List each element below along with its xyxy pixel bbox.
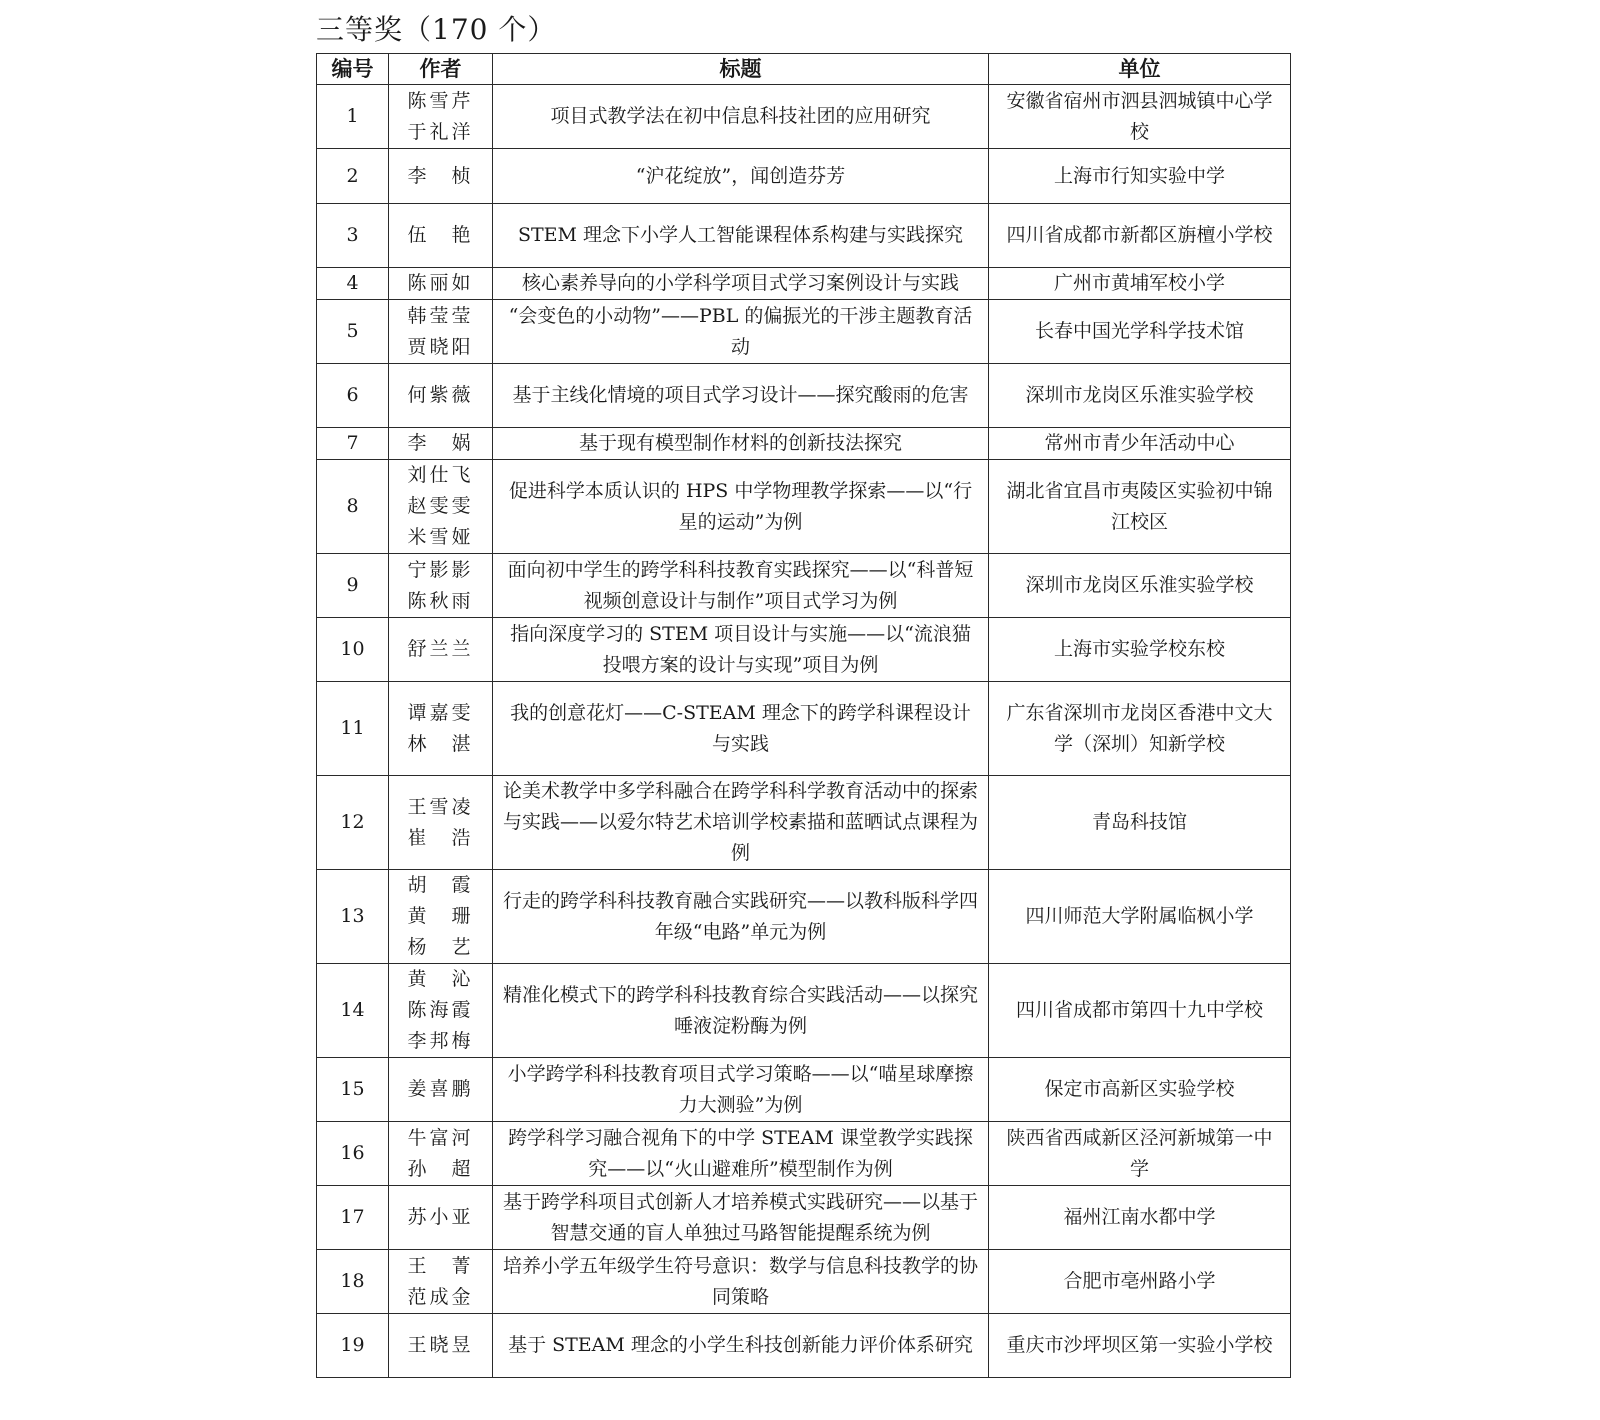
cell-unit: 福州江南水都中学: [989, 1186, 1291, 1250]
cell-unit: 四川省成都市新都区旃檀小学校: [989, 204, 1291, 268]
cell-number: 1: [317, 85, 389, 149]
cell-title: STEM 理念下小学人工智能课程体系构建与实践探究: [493, 204, 989, 268]
cell-authors: [389, 776, 493, 870]
column-header-title: 标题: [493, 54, 989, 85]
cell-number: 8: [317, 460, 389, 554]
cell-unit: 重庆市沙坪坝区第一实验小学校: [989, 1314, 1291, 1378]
author-name: 李 桢: [407, 164, 474, 187]
cell-title: 基于主线化情境的项目式学习设计——探究酸雨的危害: [493, 364, 989, 428]
cell-authors: [389, 268, 493, 300]
table-body: [317, 85, 1291, 1378]
cell-unit: 长春中国光学科学技术馆: [989, 300, 1291, 364]
author-name: 苏小亚: [407, 1206, 474, 1228]
author-name: 舒兰兰: [407, 638, 474, 660]
cell-authors: [389, 204, 493, 268]
author-name: 崔 浩: [407, 826, 474, 849]
author-name: 刘仕飞: [407, 464, 474, 486]
cell-unit: 合肥市亳州路小学: [989, 1250, 1291, 1314]
author-name: 姜喜鹏: [407, 1078, 474, 1100]
column-header-unit: 单位: [989, 54, 1291, 85]
column-header-number: 编号: [317, 54, 389, 85]
author-name: 米雪娅: [407, 526, 474, 548]
cell-number: 9: [317, 554, 389, 618]
table-row: [317, 460, 1291, 554]
cell-title: 我的创意花灯——C-STEAM 理念下的跨学科课程设计与实践: [493, 682, 989, 776]
cell-title: 面向初中学生的跨学科科技教育实践探究——以“科普短视频创意设计与制作”项目式学习为例: [493, 554, 989, 618]
author-name: 林 湛: [407, 732, 474, 755]
cell-unit: 深圳市龙岗区乐淮实验学校: [989, 554, 1291, 618]
author-name: 赵雯雯: [407, 495, 474, 517]
cell-authors: [389, 428, 493, 460]
awards-table: [316, 53, 1291, 1378]
cell-number: 18: [317, 1250, 389, 1314]
author-name: 宁影影: [407, 558, 474, 581]
table-row: [317, 870, 1291, 964]
cell-unit: 陕西省西咸新区泾河新城第一中学: [989, 1122, 1291, 1186]
author-name: 于礼洋: [407, 120, 474, 143]
cell-title: 基于现有模型制作材料的创新技法探究: [493, 428, 989, 460]
author-name: 陈秋雨: [407, 589, 474, 612]
cell-authors: [389, 1122, 493, 1186]
cell-number: 4: [317, 268, 389, 300]
author-name: 范成金: [407, 1285, 474, 1308]
table-row: [317, 1058, 1291, 1122]
cell-number: 17: [317, 1186, 389, 1250]
cell-authors: [389, 1314, 493, 1378]
table-row: [317, 1250, 1291, 1314]
cell-number: 13: [317, 870, 389, 964]
author-name: 杨 艺: [407, 936, 474, 958]
author-name: 黄 沁: [407, 968, 474, 990]
table-row: [317, 85, 1291, 149]
cell-unit: 广州市黄埔军校小学: [989, 268, 1291, 300]
author-name: 王雪凌: [407, 795, 474, 818]
author-name: 李 娲: [407, 432, 474, 454]
author-name: 陈丽如: [407, 272, 474, 294]
cell-unit: 湖北省宜昌市夷陵区实验初中锦江校区: [989, 460, 1291, 554]
cell-unit: 青岛科技馆: [989, 776, 1291, 870]
cell-title: 论美术教学中多学科融合在跨学科科学教育活动中的探索与实践——以爱尔特艺术培训学校素描和蓝晒试点课程为例: [493, 776, 989, 870]
cell-title: 核心素养导向的小学科学项目式学习案例设计与实践: [493, 268, 989, 300]
cell-unit: 四川师范大学附属临枫小学: [989, 870, 1291, 964]
cell-authors: [389, 460, 493, 554]
author-name: 李邦梅: [407, 1030, 474, 1052]
table-row: [317, 268, 1291, 300]
author-name: 何紫薇: [407, 384, 474, 406]
cell-title: 行走的跨学科科技教育融合实践研究——以教科版科学四年级“电路”单元为例: [493, 870, 989, 964]
table-row: [317, 300, 1291, 364]
header-row: [317, 54, 1291, 85]
cell-unit: 保定市高新区实验学校: [989, 1058, 1291, 1122]
cell-number: 2: [317, 149, 389, 204]
cell-authors: [389, 364, 493, 428]
cell-title: 指向深度学习的 STEM 项目设计与实施——以“流浪猫投喂方案的设计与实现”项目为例: [493, 618, 989, 682]
page-title: 三等奖（170 个）: [316, 13, 557, 46]
author-name: 陈雪芹: [407, 89, 474, 112]
author-name: 陈海霞: [407, 999, 474, 1021]
author-name: 牛富河: [407, 1126, 474, 1149]
cell-authors: [389, 1250, 493, 1314]
table-row: [317, 364, 1291, 428]
author-name: 王晓昱: [407, 1334, 474, 1356]
author-name: 王 菁: [407, 1254, 474, 1277]
cell-authors: [389, 618, 493, 682]
column-header-author: 作者: [389, 54, 493, 85]
cell-title: 跨学科学习融合视角下的中学 STEAM 课堂教学实践探究——以“火山避难所”模型制作为例: [493, 1122, 989, 1186]
cell-title: “会变色的小动物”——PBL 的偏振光的干涉主题教育活动: [493, 300, 989, 364]
table-row: [317, 149, 1291, 204]
cell-unit: 安徽省宿州市泗县泗城镇中心学校: [989, 85, 1291, 149]
cell-unit: 上海市行知实验中学: [989, 149, 1291, 204]
table-row: [317, 1122, 1291, 1186]
table-row: [317, 428, 1291, 460]
table-row: [317, 776, 1291, 870]
cell-number: 10: [317, 618, 389, 682]
cell-authors: [389, 85, 493, 149]
author-name: 孙 超: [407, 1157, 474, 1180]
cell-number: 5: [317, 300, 389, 364]
cell-number: 15: [317, 1058, 389, 1122]
table-row: [317, 1186, 1291, 1250]
cell-unit: 四川省成都市第四十九中学校: [989, 964, 1291, 1058]
cell-number: 12: [317, 776, 389, 870]
cell-title: 基于跨学科项目式创新人才培养模式实践研究——以基于智慧交通的盲人单独过马路智能提醒系统为例: [493, 1186, 989, 1250]
author-name: 胡 霞: [407, 874, 474, 896]
cell-title: 项目式教学法在初中信息科技社团的应用研究: [493, 85, 989, 149]
cell-number: 19: [317, 1314, 389, 1378]
cell-authors: [389, 1058, 493, 1122]
cell-title: 培养小学五年级学生符号意识：数学与信息科技教学的协同策略: [493, 1250, 989, 1314]
cell-authors: [389, 870, 493, 964]
cell-authors: [389, 1186, 493, 1250]
author-name: 伍 艳: [407, 224, 474, 246]
cell-number: 7: [317, 428, 389, 460]
cell-authors: [389, 682, 493, 776]
author-name: 黄 珊: [407, 905, 474, 927]
cell-unit: 上海市实验学校东校: [989, 618, 1291, 682]
author-name: 谭嘉雯: [407, 701, 474, 724]
cell-authors: [389, 964, 493, 1058]
cell-authors: [389, 300, 493, 364]
table-row: [317, 618, 1291, 682]
table-row: [317, 964, 1291, 1058]
table-row: [317, 554, 1291, 618]
cell-title: 基于 STEAM 理念的小学生科技创新能力评价体系研究: [493, 1314, 989, 1378]
cell-number: 16: [317, 1122, 389, 1186]
cell-title: “沪花绽放”，闻创造芬芳: [493, 149, 989, 204]
table-row: [317, 682, 1291, 776]
table-row: [317, 204, 1291, 268]
cell-number: 6: [317, 364, 389, 428]
author-name: 韩莹莹: [407, 304, 474, 327]
cell-number: 11: [317, 682, 389, 776]
cell-number: 3: [317, 204, 389, 268]
cell-unit: 广东省深圳市龙岗区香港中文大学（深圳）知新学校: [989, 682, 1291, 776]
cell-title: 精准化模式下的跨学科科技教育综合实践活动——以探究唾液淀粉酶为例: [493, 964, 989, 1058]
cell-title: 小学跨学科科技教育项目式学习策略——以“喵星球摩擦力大测验”为例: [493, 1058, 989, 1122]
cell-title: 促进科学本质认识的 HPS 中学物理教学探索——以“行星的运动”为例: [493, 460, 989, 554]
cell-unit: 常州市青少年活动中心: [989, 428, 1291, 460]
author-name: 贾晓阳: [407, 335, 474, 358]
cell-authors: [389, 554, 493, 618]
cell-number: 14: [317, 964, 389, 1058]
cell-unit: 深圳市龙岗区乐淮实验学校: [989, 364, 1291, 428]
table-row: [317, 1314, 1291, 1378]
cell-authors: [389, 149, 493, 204]
